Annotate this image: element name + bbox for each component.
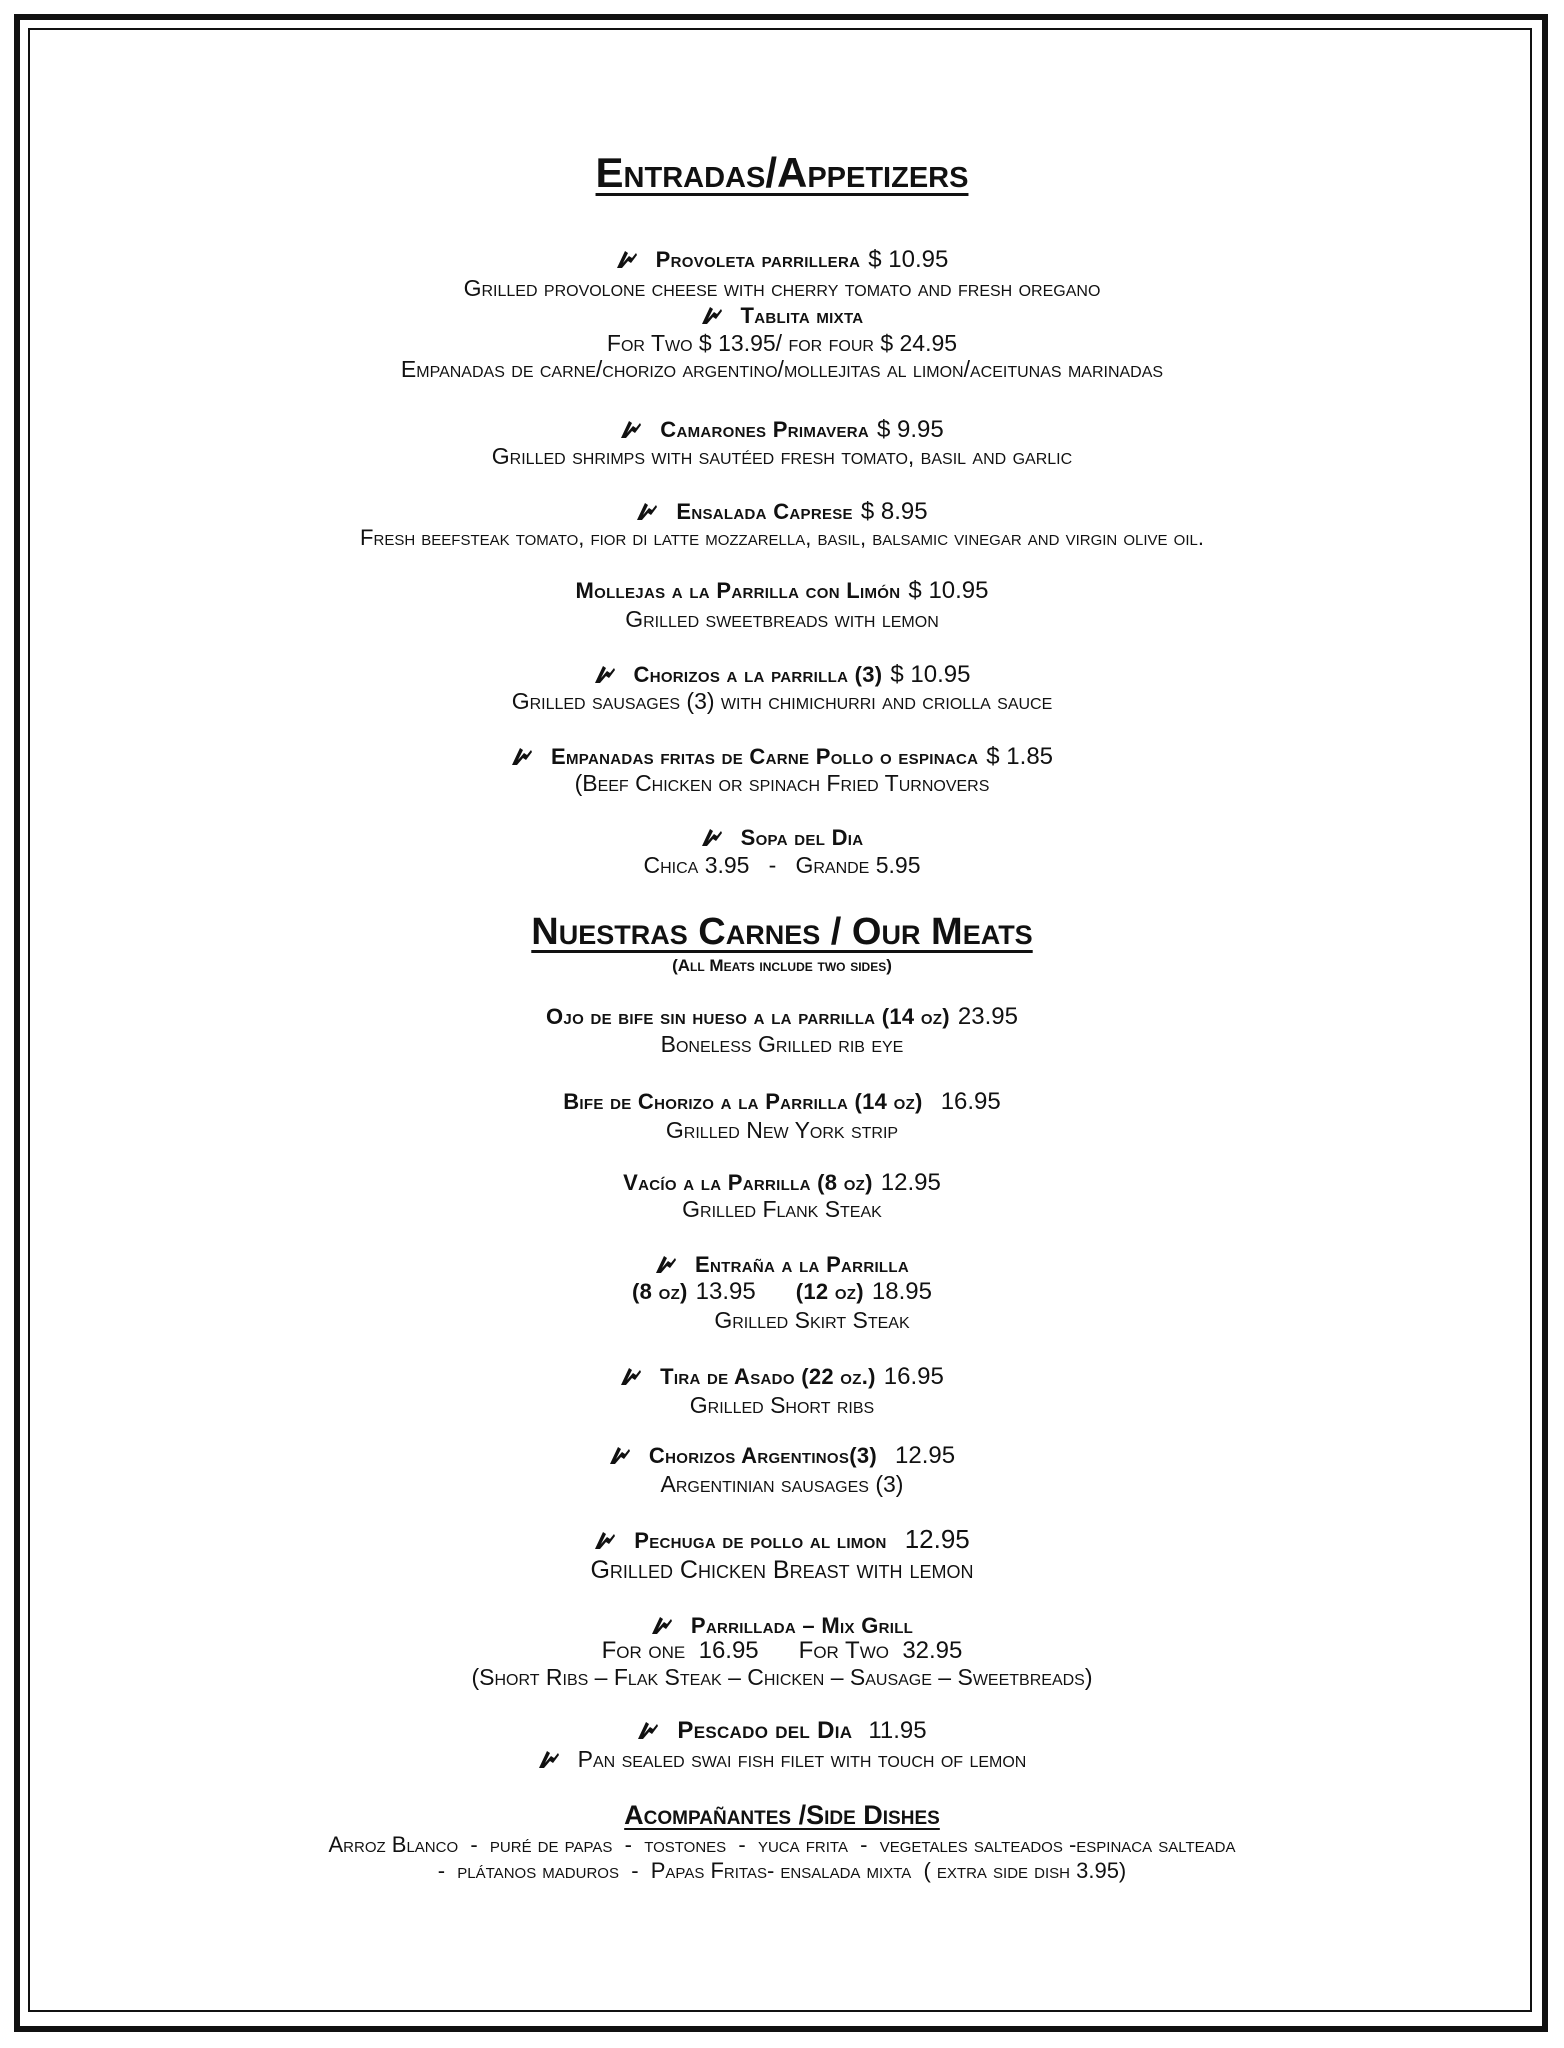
leaf-bullet-icon xyxy=(620,1366,642,1386)
leaf-bullet-icon xyxy=(594,664,616,684)
menu-item-name: Tablita mixta xyxy=(0,300,1564,331)
menu-item-description: (Short Ribs – Flak Steak – Chicken – Sausage – Sweetbreads) xyxy=(471,1664,1093,1690)
leaf-bullet-icon xyxy=(655,1254,677,1274)
menu-item-description: Grilled shrimps with sautéed fresh tomato, basil and garlic xyxy=(491,443,1073,469)
menu-item-name: Chorizos Argentinos(3) 12.95 xyxy=(0,1440,1564,1471)
menu-item-description: Grilled New York strip xyxy=(665,1117,899,1143)
leaf-bullet-icon xyxy=(701,827,723,847)
menu-item-name: Pescado del Dia 11.95 xyxy=(0,1715,1564,1746)
sides-list-line: - plátanos maduros - Papas Fritas- ensalada mixta ( extra side dish 3.95) xyxy=(437,1858,1127,1883)
menu-item-description: Argentinian sausages (3) xyxy=(660,1471,904,1497)
leaf-bullet-icon xyxy=(616,249,638,269)
menu-item-description: Empanadas de carne/chorizo argentino/mollejitas al limon/aceitunas marinadas xyxy=(400,356,1164,382)
meats-subtitle: (All Meats include two sides) xyxy=(672,956,892,975)
sides-list-line: Arroz Blanco - puré de papas - tostones - yuca frita - vegetales salteados -espinaca salteada xyxy=(328,1832,1236,1857)
menu-item-description: Chica 3.95 - Grande 5.95 xyxy=(643,852,921,878)
menu-item-name: Ojo de bife sin hueso a la parrilla (14 oz) 23.95 xyxy=(546,1003,1018,1030)
menu-item-name: Tira de Asado (22 oz.) 16.95 xyxy=(0,1361,1564,1392)
menu-item-description: Boneless Grilled rib eye xyxy=(660,1031,904,1057)
leaf-bullet-icon xyxy=(511,746,533,766)
menu-item-description: Grilled Chicken Breast with lemon xyxy=(590,1556,974,1584)
menu-item-options: (8 oz) 13.95 (12 oz) 18.95 xyxy=(632,1278,932,1305)
leaf-bullet-icon xyxy=(636,501,658,521)
menu-item-description: Grilled Flank Steak xyxy=(682,1196,882,1222)
menu-item-description: (Beef Chicken or spinach Fried Turnovers xyxy=(574,770,990,796)
menu-item-name: Vacío a la Parrilla (8 oz) 12.95 xyxy=(623,1169,941,1196)
menu-item-name: Bife de Chorizo a la Parrilla (14 oz) 16.95 xyxy=(563,1088,1001,1115)
menu-item-description: Fresh beefsteak tomato, fior di latte mozzarella, basil, balsamic vinegar and virgin olive oil. xyxy=(360,525,1204,550)
menu-item-name: Empanadas fritas de Carne Pollo o espinaca $ 1.85 xyxy=(0,741,1564,772)
leaf-bullet-icon xyxy=(594,1530,616,1550)
menu-item-name: Pechuga de pollo al limon 12.95 xyxy=(0,1524,1564,1556)
menu-item-name: Provoleta parrillera $ 10.95 xyxy=(0,244,1564,275)
leaf-bullet-icon xyxy=(609,1445,631,1465)
meats-title: Nuestras Carnes / Our Meats xyxy=(531,911,1033,953)
menu-item-description: For one 16.95 For Two 32.95 xyxy=(601,1637,963,1664)
leaf-bullet-icon xyxy=(651,1615,673,1635)
leaf-bullet-icon xyxy=(538,1749,560,1769)
menu-item-name: Sopa del Dia xyxy=(0,822,1564,853)
menu-item-name: Parrillada – Mix Grill xyxy=(0,1610,1564,1641)
leaf-bullet-icon xyxy=(701,305,723,325)
menu-item-description: Grilled Skirt Steak xyxy=(714,1307,910,1333)
menu-item-description: Grilled sweetbreads with lemon xyxy=(625,606,939,632)
leaf-bullet-icon xyxy=(620,419,642,439)
menu-item-description: Pan sealed swai fish filet with touch of lemon xyxy=(0,1744,1564,1774)
menu-item-name: Camarones Primavera $ 9.95 xyxy=(0,414,1564,445)
menu-item-description: Grilled provolone cheese with cherry tomato and fresh oregano xyxy=(463,275,1101,301)
appetizers-title: Entradas/Appetizers xyxy=(595,149,969,196)
menu-item-description: For Two $ 13.95/ for four $ 24.95 xyxy=(606,330,958,356)
menu-item-name: Chorizos a la parrilla (3) $ 10.95 xyxy=(0,659,1564,690)
sides-title: Acompañantes /Side Dishes xyxy=(624,1800,940,1830)
menu-item-name: Entraña a la Parrilla xyxy=(0,1249,1564,1280)
menu-item-description: Grilled Short ribs xyxy=(689,1392,875,1418)
menu-item-description: Grilled sausages (3) with chimichurri and criolla sauce xyxy=(511,688,1053,714)
menu-item-name: Mollejas a la Parrilla con Limón $ 10.95 xyxy=(575,577,989,604)
leaf-bullet-icon xyxy=(637,1720,659,1740)
menu-item-name: Ensalada Caprese $ 8.95 xyxy=(0,496,1564,527)
